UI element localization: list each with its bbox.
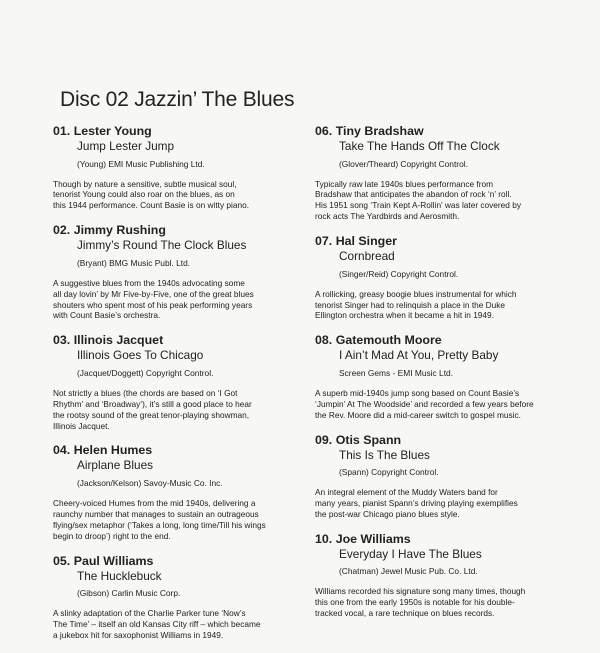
track-song-title: The Hucklebuck <box>77 568 162 583</box>
track-heading <box>315 333 565 348</box>
track-credit: (Spann) Copyright Control. <box>339 467 439 478</box>
track-description <box>315 179 565 223</box>
description-line: Illinois Jacquet. <box>53 420 110 431</box>
track-artist: Joe Williams <box>335 531 411 546</box>
description-line: shouters who spent most of his peak performing years <box>53 299 253 310</box>
track-number: 04. <box>53 443 71 458</box>
description-line: Rhythm’ and ‘Broadway’), it’s still a good place to hear <box>53 398 252 409</box>
track-entry <box>53 223 303 321</box>
description-line: a jukebox hit for saxophonist Williams in 1949. <box>53 629 224 640</box>
track-description <box>315 487 565 520</box>
description-line: begin to droop’) right to the end. <box>53 530 171 541</box>
track-artist: Gatemouth Moore <box>335 333 442 348</box>
track-entry <box>53 554 303 641</box>
track-description <box>315 586 565 619</box>
track-number: 05. <box>53 553 71 568</box>
track-heading <box>53 443 303 458</box>
track-number: 07. <box>315 234 333 249</box>
description-line: A slinky adaptation of the Charlie Parker tune ‘Now’s <box>53 608 246 619</box>
track-entry <box>53 443 303 541</box>
description-line: the post-war Chicago piano blues style. <box>315 508 460 519</box>
track-artist: Tiny Bradshaw <box>335 124 424 138</box>
description-line: A rollicking, greasy boogie blues instrumental for which <box>315 288 517 299</box>
track-number: 09. <box>315 432 333 447</box>
description-line: The Time’ – itself an old Kansas City riff – which became <box>53 619 261 629</box>
track-credit: (Young) EMI Music Publishing Ltd. <box>77 158 205 169</box>
track-song-title: Jimmy’s Round The Clock Blues <box>77 238 247 253</box>
track-entry <box>315 124 565 222</box>
track-artist: Jimmy Rushing <box>73 223 166 238</box>
description-line: flying/sex metaphor (‘Takes a long, long time/Till his wings <box>53 519 266 530</box>
description-line: Williams recorded his signature song many times, though <box>315 586 526 597</box>
disc-title: Disc 02 Jazzin’ The Blues <box>60 88 295 112</box>
description-line: with Count Basie’s orchestra. <box>53 310 161 321</box>
description-line: this one from the early 1950s is notable for his double- <box>315 597 515 608</box>
description-line: the Rev. Moore did a mid-career switch to gospel music. <box>315 409 521 420</box>
track-heading <box>315 532 565 547</box>
description-line: A suggestive blues from the 1940s advocating some <box>53 277 245 288</box>
track-entry <box>315 433 565 520</box>
track-number: 10. <box>315 531 333 546</box>
track-artist: Illinois Jacquet <box>73 333 164 348</box>
description-line: An integral element of the Muddy Waters band for <box>315 487 498 498</box>
track-entry <box>315 532 565 619</box>
track-heading <box>53 223 303 238</box>
track-number: 01. <box>53 124 71 138</box>
track-entry <box>53 333 303 431</box>
track-heading <box>315 234 565 249</box>
track-song-title: I Ain’t Mad At You, Pretty Baby <box>339 348 499 363</box>
track-description <box>53 498 303 542</box>
track-credit: (Glover/Theard) Copyright Control. <box>339 158 468 169</box>
track-heading <box>315 124 565 139</box>
track-description <box>315 289 565 322</box>
track-artist: Helen Humes <box>73 443 153 458</box>
track-credit: Screen Gems - EMI Music Ltd. <box>339 367 454 378</box>
description-line: this 1944 performance. Count Basie is on witty piano. <box>53 200 250 211</box>
track-heading <box>53 124 303 139</box>
description-line: Not strictly a blues (the chords are based on ‘I Got <box>53 387 238 398</box>
description-line: rock acts The Yardbirds and Aerosmith. <box>315 211 460 222</box>
track-description <box>53 388 303 432</box>
description-line: Ellington orchestra when it became a hit in 1949. <box>315 310 494 321</box>
track-heading <box>315 433 565 448</box>
right-column <box>315 124 565 631</box>
track-song-title: Illinois Goes To Chicago <box>77 348 204 363</box>
track-description <box>53 278 303 322</box>
track-credit: (Bryant) BMG Music Publ. Ltd. <box>77 257 191 268</box>
description-line: the rootsy sound of the great tenor-playing showman, <box>53 409 250 420</box>
description-line: many years, pianist Spann’s driving playing exemplifies <box>315 497 518 508</box>
description-line: Cheery-voiced Humes from the mid 1940s, delivering a <box>53 497 256 508</box>
track-song-title: This Is The Blues <box>339 447 430 462</box>
description-line: His 1951 song ‘Train Kept A-Rollin’ was later covered by <box>315 200 521 211</box>
track-song-title: Cornbread <box>339 249 395 264</box>
description-line: raunchy number that manages to sustain an outrageous <box>53 508 259 519</box>
track-credit: (Jackson/Kelson) Savoy-Music Co. Inc. <box>77 477 223 488</box>
track-entry <box>315 234 565 321</box>
description-line: ‘Jumpin’ At The Woodside’ and recorded a few years before <box>315 398 534 409</box>
description-line: Though by nature a sensitive, subtle musical soul, <box>53 178 237 189</box>
track-description <box>315 388 565 421</box>
track-artist: Paul Williams <box>73 553 154 568</box>
track-heading <box>53 333 303 348</box>
description-line: Bradshaw that anticipates the abandon of rock ‘n’ roll. <box>315 189 512 200</box>
track-song-title: Jump Lester Jump <box>77 139 175 153</box>
track-description <box>53 179 303 212</box>
track-description <box>53 608 303 641</box>
track-song-title: Everyday I Have The Blues <box>339 546 482 561</box>
track-entry <box>315 333 565 420</box>
track-number: 06. <box>315 124 333 138</box>
description-line: tenorist Singer had to relinquish a place in the Duke <box>315 299 506 310</box>
track-artist: Hal Singer <box>335 234 397 249</box>
description-line: tracked vocal, a rare technique on blues records. <box>315 608 495 619</box>
track-song-title: Take The Hands Off The Clock <box>339 139 500 153</box>
description-line: A superb mid-1940s jump song based on Count Basie’s <box>315 387 520 398</box>
track-song-title: Airplane Blues <box>77 458 154 473</box>
track-artist: Otis Spann <box>335 432 402 447</box>
track-credit: (Gibson) Carlin Music Corp. <box>77 588 181 599</box>
description-line: Typically raw late 1940s blues performance from <box>315 178 494 189</box>
track-credit: (Chatman) Jewel Music Pub. Co. Ltd. <box>339 566 478 577</box>
track-entry <box>53 124 303 211</box>
track-number: 03. <box>53 333 71 348</box>
left-column <box>53 124 303 653</box>
track-credit: (Singer/Reid) Copyright Control. <box>339 268 459 279</box>
track-heading <box>53 554 303 569</box>
description-line: all day lovin’ by Mr Five-by-Five, one of the great blues <box>53 288 254 299</box>
description-line: tenorist Young could also roar on the blues, as on <box>53 189 235 200</box>
track-number: 08. <box>315 333 333 348</box>
track-number: 02. <box>53 223 71 238</box>
track-artist: Lester Young <box>73 124 152 138</box>
track-credit: (Jacquet/Doggett) Copyright Control. <box>77 367 214 378</box>
